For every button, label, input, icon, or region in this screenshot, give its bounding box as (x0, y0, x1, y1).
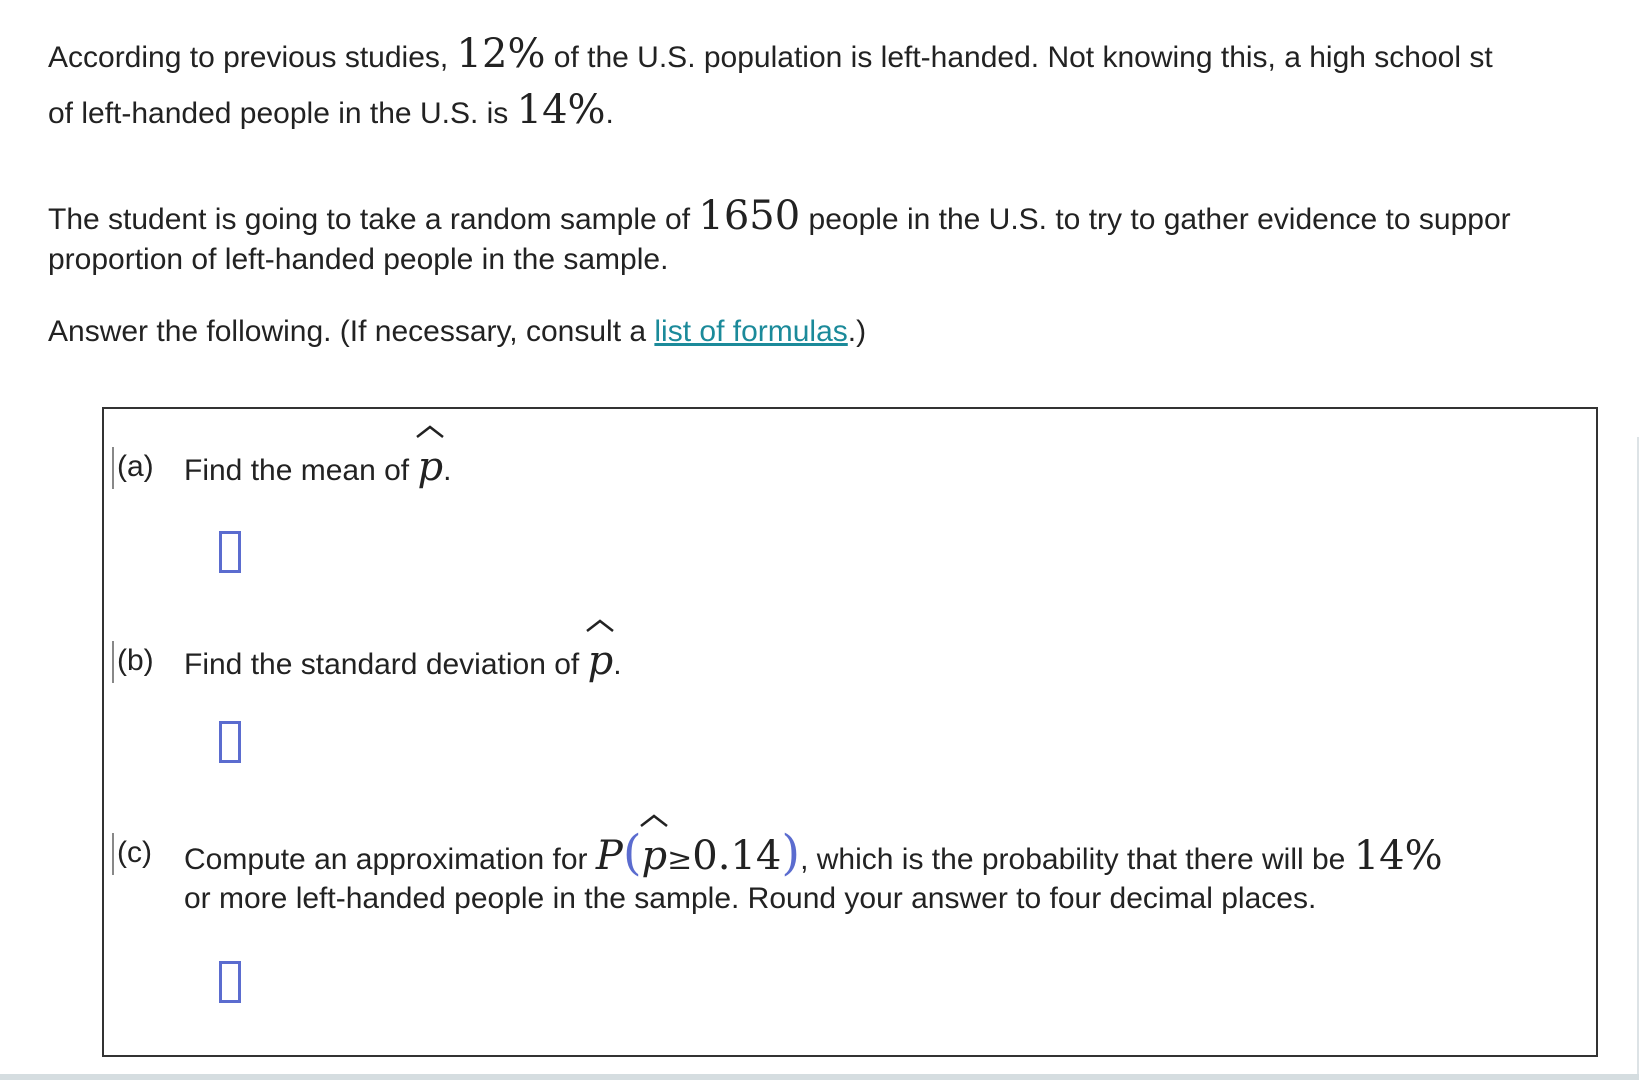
intro-text: . (605, 97, 614, 130)
question-a-text (184, 444, 452, 491)
p-hat-symbol (587, 638, 614, 684)
p-hat-letter: p (641, 833, 668, 879)
threshold-value: 0.14 (692, 833, 782, 879)
intro-line-5 (48, 312, 866, 352)
question-box (102, 407, 1598, 1057)
intro-text: of left-handed people in the U.S. is (48, 97, 517, 130)
answer-c-input[interactable] (219, 961, 241, 1003)
intro-text: people in the U.S. to try to gather evidence to suppor (800, 203, 1511, 236)
close-paren: ) (781, 825, 801, 881)
question-c-label: (c) (117, 836, 152, 869)
relation-symbol: ≥ (667, 842, 693, 877)
p-hat-letter: p (587, 638, 614, 684)
list-of-formulas-link[interactable]: list of formulas (654, 315, 848, 348)
question-c-text (184, 825, 1443, 881)
intro-line-1 (48, 31, 1493, 78)
bottom-scrollbar-track (0, 1074, 1639, 1080)
percent-value: 12% (456, 31, 546, 77)
question-b-prompt: Find the standard deviation of (184, 648, 588, 681)
p-hat-letter: p (417, 444, 444, 490)
question-c-prompt-2: , which is the probability that there will be (800, 843, 1354, 876)
p-hat-symbol (641, 833, 668, 879)
question-b-text (184, 638, 622, 685)
hat-icon (639, 814, 669, 828)
percent-value: 14% (516, 87, 606, 133)
question-a-marker (112, 447, 114, 489)
p-hat-symbol (417, 444, 444, 490)
question-b-end: . (613, 648, 622, 681)
question-a-end: . (443, 454, 452, 487)
percent-value: 14% (1353, 833, 1443, 879)
question-a-prompt: Find the mean of (184, 454, 418, 487)
intro-line-4 (48, 240, 668, 280)
answer-a-input[interactable] (219, 531, 241, 573)
intro-text: of the U.S. population is left-handed. Not knowing this, a high school st (545, 41, 1493, 74)
intro-line-3 (48, 193, 1511, 240)
intro-text: proportion of left-handed people in the sample. (48, 243, 669, 276)
intro-text: Answer the following. (If necessary, consult a (48, 315, 655, 348)
question-c-marker (112, 833, 114, 875)
hat-icon (585, 619, 615, 633)
intro-text: According to previous studies, (48, 41, 457, 74)
answer-b-input[interactable] (219, 721, 241, 763)
open-paren: ( (622, 825, 642, 881)
intro-text: The student is going to take a random sample of (48, 203, 699, 236)
intro-line-2 (48, 87, 614, 134)
question-b-marker (112, 641, 114, 683)
question-c-prompt: Compute an approximation for (184, 843, 596, 876)
intro-text: .) (847, 315, 867, 348)
question-b-label: (b) (117, 644, 154, 677)
probability-symbol: P (595, 833, 623, 879)
sample-size-value: 1650 (698, 193, 801, 239)
hat-icon (415, 425, 445, 439)
question-a-label: (a) (117, 450, 154, 483)
question-c-text-line-2: or more left-handed people in the sample. Round your answer to four decimal places. (184, 882, 1317, 915)
